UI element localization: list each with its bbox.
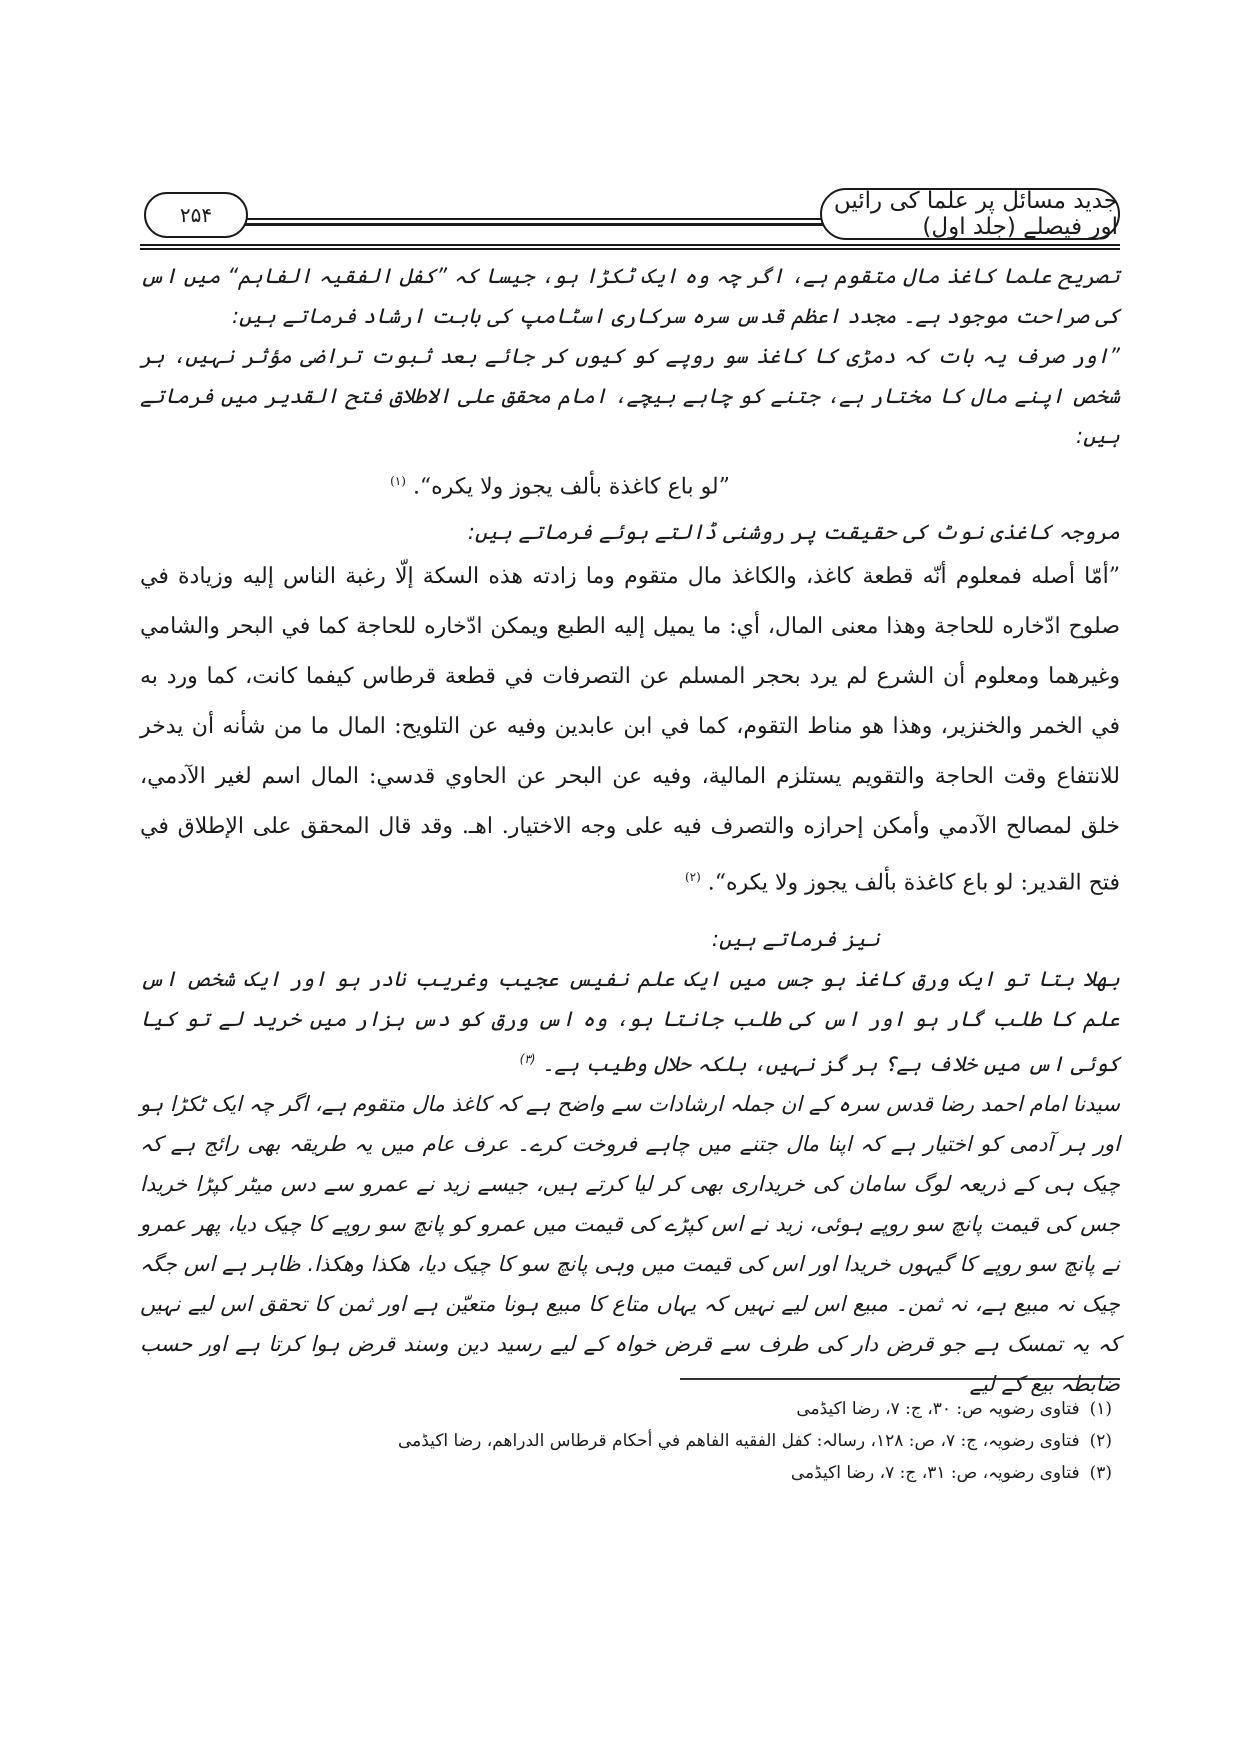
footnote-text: فتاوی رضویہ ص: ٣٠، ج: ٧، رضا اکیڈمی (796, 1399, 1080, 1419)
book-title: جدید مسائل پر علما کی رائیں اور فیصلے (جلد اول) (820, 188, 1120, 240)
paragraph-text: سیدنا امام احمد رضا قدس سرہ کے ان جملہ ارشادات سے واضح ہے کہ کاغذ مال متقوم ہے، اگر چہ ایک ٹکڑا ہو اور ہر آدمی کو اختیار ہے کہ اپنا مال جتنے میں چاہے فروخت کرے۔ عرف عام میں یہ طریقہ بھی رائج ہے کہ چیک ہی کے ذریعہ لوگ سامان کی خریداری بھی کر لیا کرتے ہیں، جیسے زید نے عمرو سے دس میٹر کپڑا خریدا جس کی قیمت پانچ سو روپے ہوئی، زید نے اس کپڑے کی قیمت میں عمرو کو پانچ سو روپے کا چیک دیا، پھر عمرو نے پانچ سو روپے کا گیہوں خریدا اور اس کی قیمت میں وہی پانچ سو کا چیک دیا، ھکذا وھکذا. ظاہر ہے اس جگہ چیک نہ مبیع ہے، نہ ثمن۔ مبیع اس لیے نہیں کہ یہاں متاع کا مبیع ہونا متعیّن ہے اور ثمن کا تحقق اس لیے نہیں کہ یہ تمسک ہے جو قرض دار کی طرف سے قرض خواہ کے لیے رسید دین وسند قرض ہوا کرتا ہے اور حسب ضابطہ بیع کے لیے (140, 1091, 1120, 1396)
paragraph (140, 1084, 1120, 1404)
footnote-number: (٢) (1089, 1431, 1112, 1451)
spacer (140, 909, 1120, 919)
footnotes (140, 1393, 1120, 1489)
paragraph-quote (140, 959, 1120, 1084)
body-text (140, 256, 1120, 1404)
page-number: ۲۵۴ (144, 192, 248, 238)
arabic-quote (140, 552, 1120, 908)
page-header (140, 188, 1120, 250)
footnote-number: (١) (1089, 1399, 1112, 1419)
paragraph (140, 512, 1120, 552)
paragraph-text: ”اور صرف یہ بات کہ دمڑی کا کاغذ سو روپے کو کیوں کر جائے بعد ثبوت تراضی مؤثر نہیں، ہر شخص اپنے مال کا مختار ہے، جتنے کو چاہے بیچے، امام محقق علی الاطلاق فتح القدیر میں فرماتے ہیں: (140, 344, 1120, 448)
footnote-ref[interactable]: (١) (390, 474, 406, 488)
paragraph-text: بھلا بتا تو ایک ورق کاغذ ہو جس میں ایک علم نفیس عجیب وغریب نادر ہو اور ایک شخص اس علم کا طلب گار ہو اور اس کی طلب جانتا ہو، وہ اس ورق کو دس ہزار میں خرید لے تو کیا کوئی اس میں خلاف ہے؟ ہر گز نہیں، بلکہ حلال وطیب ہے۔ (140, 966, 1120, 1076)
footnote-number: (٣) (1089, 1463, 1112, 1483)
document-page (140, 188, 1121, 1483)
header-connector-line (244, 218, 824, 226)
footnote-text: فتاوی رضویہ، ص: ٣١، ج: ٧، رضا اکیڈمی (790, 1463, 1080, 1483)
paragraph-text: مروجہ کاغذی نوٹ کی حقیقت پر روشنی ڈالتے ہوئے فرماتے ہیں: (467, 520, 1120, 545)
paragraph-text: ”لو باع كاغذة بألف يجوز ولا يكره“. (412, 474, 730, 500)
paragraph-quote (140, 336, 1120, 456)
paragraph-text: نیز فرماتے ہیں: (711, 926, 880, 951)
footnote-item (140, 1425, 1120, 1457)
footnote-item (140, 1457, 1120, 1489)
paragraph (140, 919, 1120, 959)
footnote-item (140, 1393, 1120, 1425)
footnote-ref[interactable]: (٣) (519, 1051, 536, 1066)
paragraph-text: ”أمّا أصله فمعلوم أنّه قطعة كاغذ، والكاغذ مال متقوم وما زادته هذه السكة إلّا رغبة الناس إليه وزيادة في صلوح ادّخاره للحاجة وهذا معنى المال، أي: ما يميل إليه الطبع ويمكن ادّخاره للحاجة كما في البحر والشامي وغيرهما ومعلوم أن الشرع لم يرد بحجر المسلم عن التصرفات في قطعة قرطاس كيفما كانت، كما ورد به في الخمر والخنزير، وهذا هو مناط التقوم، كما في ابن عابدين وفيه عن التلويح: المال ما من شأنه أن يدخر للانتفاع وقت الحاجة والتقويم يستلزم المالية، وفيه عن البحر عن الحاوي قدسي: المال اسم لغير الآدمي، خلق لمصالح الآدمي وأمكن إحرازه والتصرف فيه على وجه الاختيار. اهـ. وقد قال المحقق على الإطلاق في فتح القدير: لو باع كاغذة بألف يجوز ولا يكره“. (140, 564, 1121, 896)
arabic-quote (140, 456, 1120, 512)
paragraph-text: تصریح علما کاغذ مال متقوم ہے، اگر چہ وہ ایک ٹکڑا ہو، جیسا کہ ”کفل الفقیہ الفاہم“ میں اس کی صراحت موجود ہے۔ مجدد اعظم قدس سرہ سرکاری اسٹامپ کی بابت ارشاد فرماتے ہیں: (140, 264, 1120, 328)
footnote-ref[interactable]: (٢) (684, 870, 701, 885)
footnote-text: فتاوی رضویہ، ج: ٧، ص: ١٢٨، رسالہ: كفل الفقيه الفاهم في أحكام قرطاس الدراهم، رضا اکیڈمی (397, 1431, 1080, 1451)
footnote-divider (680, 1378, 1120, 1380)
paragraph (140, 256, 1120, 336)
header-double-rule (140, 244, 1120, 250)
